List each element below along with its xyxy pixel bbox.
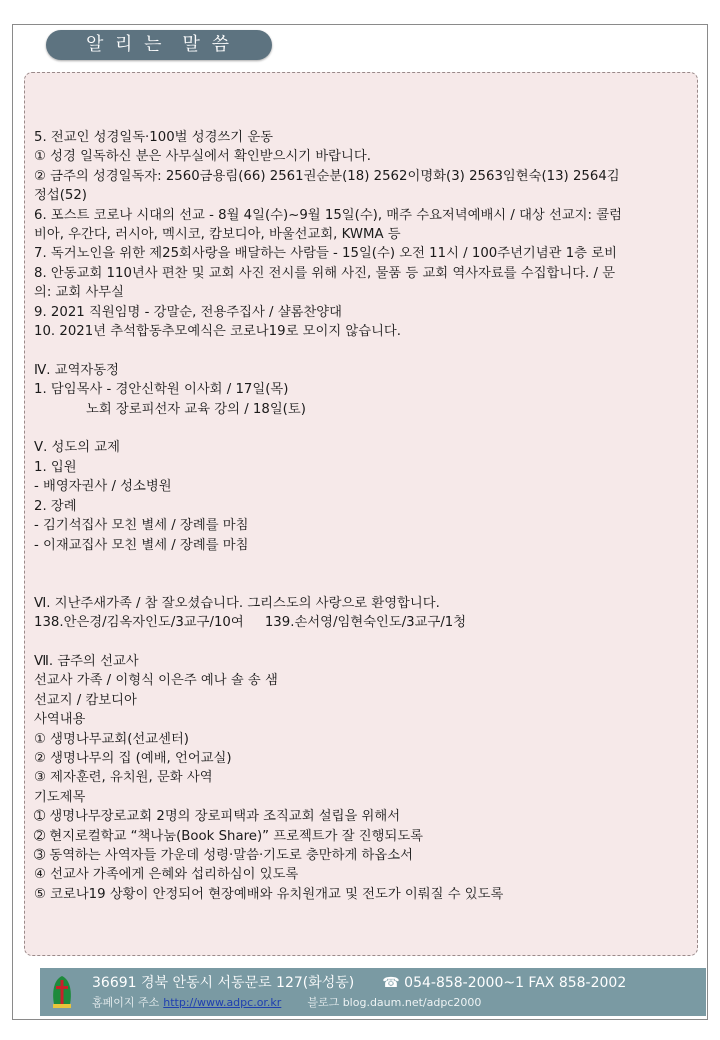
work-title: 사역내용 (34, 712, 86, 728)
footer-address: 36691 경북 안동시 서동문로 127(화성동) (92, 975, 355, 991)
ministry-line1: 1. 담임목사 - 경안신학원 이사회 / 17일(목) (34, 382, 289, 398)
funeral-item1: - 김기석집사 모친 별세 / 장례를 마침 (34, 518, 249, 534)
ministry-line2: 노회 장로피선자 교육 강의 / 18일(토) (86, 401, 306, 417)
item6-line2: 비아, 우간다, 러시아, 멕시코, 캄보디아, 바울선교회, KWMA 등 (34, 227, 401, 243)
hospital-item: - 배영자권사 / 성소병원 (34, 479, 172, 495)
homepage-label: 홈페이지 주소 (92, 996, 160, 1009)
footer-phone: ☎ 054-858-2000~1 FAX 858-2002 (382, 975, 627, 991)
item5-sub2-line1: ② 금주의 성경일독자: 2560금용림(66) 2561권순분(18) 2562이명화(3) 2563임현숙(13) 2564김 (34, 168, 620, 184)
blog-address: 블로그 blog.daum.net/adpc2000 (307, 996, 482, 1009)
item9: 9. 2021 직원임명 - 강말순, 전용주집사 / 샬롬찬양대 (34, 304, 342, 320)
prayer-item-5: ⑤ 코로나19 상황이 안정되어 현장예배와 유치원개교 및 전도가 이뤄질 수 있도록 (34, 886, 504, 902)
work-item-3: ③ 제자훈련, 유치원, 문화 사역 (34, 770, 213, 786)
item8-line1: 8. 안동교회 110년사 편찬 및 교회 사진 전시를 위해 사진, 물품 등 교회 역사자료를 수집합니다. / 문 (34, 265, 616, 281)
work-item-2: ② 생명나무의 집 (예배, 언어교실) (34, 750, 232, 766)
homepage-link[interactable]: http://www.adpc.or.kr (163, 996, 282, 1009)
prayer-item-1: ➀ 생명나무장로교회 2명의 장로피택과 조직교회 설립을 위해서 (34, 809, 401, 825)
item5-sub2-line2: 정섭(52) (34, 188, 87, 204)
funeral-item2: - 이재교집사 모친 별세 / 장례를 마침 (34, 537, 249, 553)
prayer-item-4: ④ 선교사 가족에게 은혜와 섭리하심이 있도록 (34, 867, 299, 883)
prayer-item-3: ➂ 동역하는 사역자들 가운데 성령·말씀·기도로 충만하게 하옵소서 (34, 847, 413, 863)
funeral-title: 2. 장례 (34, 498, 77, 514)
hospital-title: 1. 입원 (34, 459, 77, 475)
missionary-family: 선교사 가족 / 이형식 이은주 예나 솔 송 샘 (34, 673, 278, 689)
page-title (46, 30, 272, 60)
fellowship-title: Ⅴ. 성도의 교제 (34, 440, 121, 456)
newcomers-title: Ⅵ. 지난주새가족 / 참 잘오셨습니다. 그리스도의 사랑으로 환영합니다. (34, 595, 440, 611)
church-logo-icon (48, 974, 76, 1012)
ministry-title: Ⅳ. 교역자동정 (34, 362, 119, 378)
missionary-title: Ⅶ. 금주의 선교사 (34, 653, 139, 669)
item7: 7. 독거노인을 위한 제25회사랑을 배달하는 사람들 - 15일(수) 오전 11시 / 100주년기념관 1층 로비 (34, 246, 617, 262)
item8-line2: 의: 교회 사무실 (34, 285, 125, 301)
footer (40, 968, 706, 1016)
prayer-title: 기도제목 (34, 789, 86, 805)
item10: 10. 2021년 추석합동추모예식은 코로나19로 모이지 않습니다. (34, 324, 402, 340)
footer-contact (92, 972, 626, 992)
prayer-item-2: ➁ 현지로컬학교 “책나눔(Book Share)” 프로젝트가 잘 진행되도록 (34, 828, 424, 844)
item6-line1: 6. 포스트 코로나 시대의 선교 - 8월 4일(수)~9월 15일(수), 매주 수요저녁예배시 / 대상 선교지: 콜럼 (34, 207, 622, 223)
footer-links (92, 994, 481, 1010)
page-title-part1: 알 리 는 (85, 34, 165, 55)
item5-sub1: ① 성경 일독하신 분은 사무실에서 확인받으시기 바랍니다. (34, 149, 371, 165)
page-title-part2: 말 씀 (182, 34, 233, 55)
item5-title: 5. 전교인 성경일독·100벌 성경쓰기 운동 (34, 130, 274, 145)
work-item-1: ① 생명나무교회(선교센터) (34, 731, 189, 747)
missionary-field: 선교지 / 캄보디아 (34, 692, 137, 708)
announcement-content (34, 128, 686, 904)
newcomers-entries: 138.안은경/김옥자인도/3교구/10여 139.손서영/임현숙인도/3교구/1청 (34, 615, 467, 631)
